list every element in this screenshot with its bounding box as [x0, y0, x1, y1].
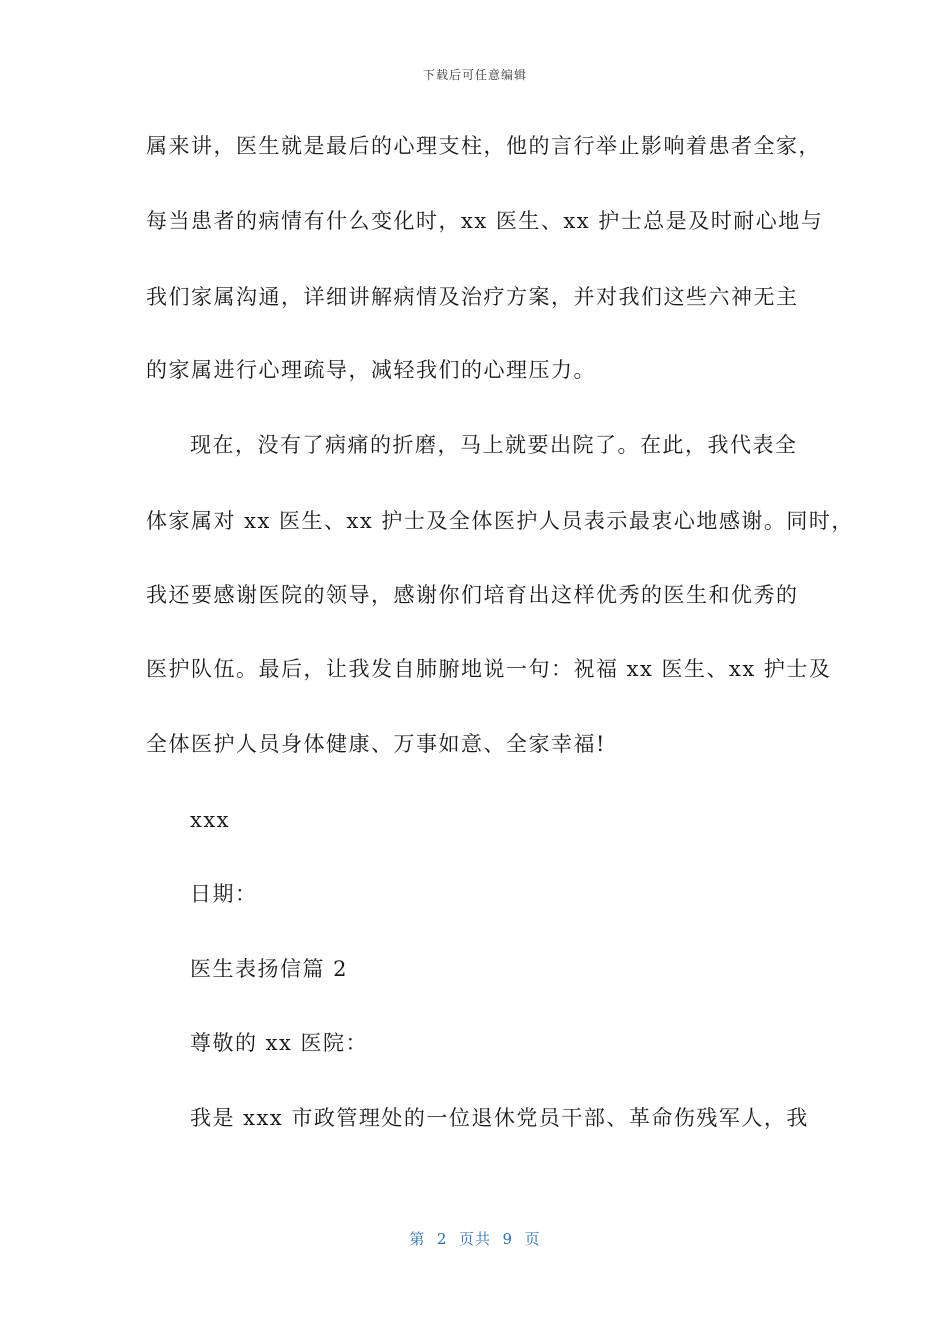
- paragraph-line: 我还要感谢医院的领导，感谢你们培育出这样优秀的医生和优秀的: [146, 583, 799, 607]
- paragraph-line: 全体医护人员身体健康、万事如意、全家幸福!: [146, 732, 606, 756]
- section-title: 医生表扬信篇 2: [190, 957, 349, 981]
- salutation: 尊敬的 xx 医院：: [190, 1031, 369, 1055]
- paragraph-line: 我们家属沟通，详细讲解病情及治疗方案，并对我们这些六神无主: [146, 285, 799, 309]
- page-number-footer: 第 2 页共 9 页: [409, 1230, 541, 1248]
- signature-name: xxx: [190, 808, 231, 832]
- paragraph-line: 属来讲，医生就是最后的心理支柱，他的言行举止影响着患者全家，: [146, 134, 821, 158]
- paragraph-line: 医护队伍。最后，让我发自肺腑地说一句：祝福 xx 医生、xx 护士及: [146, 657, 832, 681]
- page-header-note: 下载后可任意编辑: [422, 68, 527, 82]
- paragraph-line: 现在，没有了病痛的折磨，马上就要出院了。在此，我代表全: [190, 433, 798, 457]
- date-label: 日期：: [190, 882, 258, 906]
- paragraph-line: 体家属对 xx 医生、xx 护士及全体医护人员表示最衷心地感谢。同时，: [146, 509, 854, 533]
- paragraph-line: 的家属进行心理疏导，减轻我们的心理压力。: [146, 358, 596, 382]
- paragraph-line: 每当患者的病情有什么变化时，xx 医生、xx 护士总是及时耐心地与: [146, 209, 824, 233]
- paragraph-line: 我是 xxx 市政管理处的一位退休党员干部、革命伤残军人，我: [190, 1106, 809, 1130]
